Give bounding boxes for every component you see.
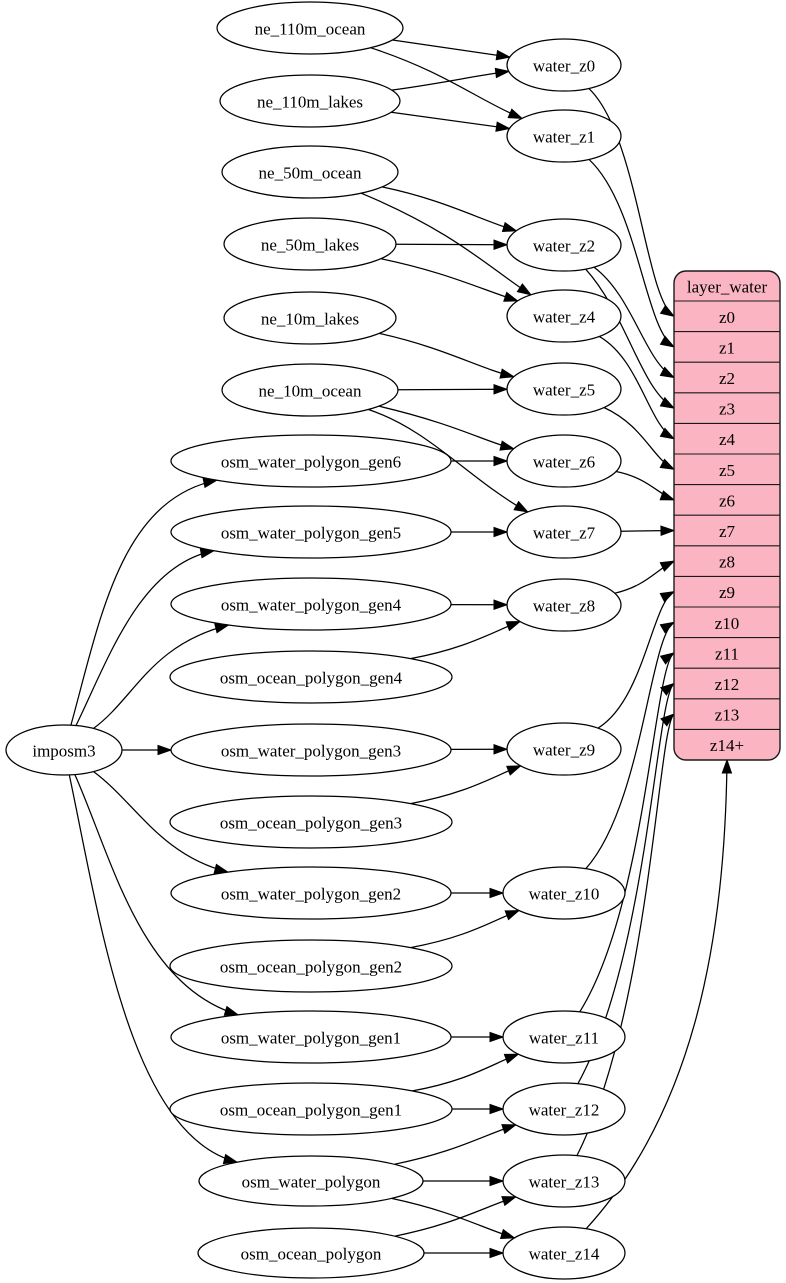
arrowhead-icon-ne_110m_lakes-water_z0 bbox=[495, 68, 509, 77]
arrowhead-icon-osm_water_polygon_gen6-water_z6 bbox=[494, 456, 507, 465]
record-row-z12: z12 bbox=[714, 675, 740, 694]
record-row-z2: z2 bbox=[718, 369, 736, 388]
record-row-z4: z4 bbox=[718, 430, 736, 450]
arrowhead-icon-water_z6-layer_water.z6 bbox=[660, 491, 674, 500]
edge-ne_50m_lakes-water_z2 bbox=[396, 244, 507, 245]
edge-ne_10m_lakes-water_z5 bbox=[379, 333, 513, 376]
record-row-z1: z1 bbox=[718, 338, 736, 358]
node-label-osm_water_polygon_gen3: osm_water_polygon_gen3 bbox=[220, 741, 402, 761]
edge-ne_50m_lakes-water_z4 bbox=[381, 259, 518, 301]
edge-osm_water_polygon-water_z12 bbox=[394, 1125, 516, 1164]
node-label-water_z8: water_z8 bbox=[532, 596, 596, 616]
arrowhead-icon-osm_ocean_polygon-water_z14 bbox=[490, 1248, 503, 1257]
node-label-water_z4: water_z4 bbox=[532, 307, 596, 327]
node-label-osm_water_polygon_gen6: osm_water_polygon_gen6 bbox=[220, 452, 402, 472]
arrowhead-icon-osm_water_polygon_gen5-water_z7 bbox=[494, 527, 507, 536]
arrowhead-icon-osm_ocean_polygon_gen1-water_z12 bbox=[490, 1104, 503, 1113]
arrowhead-icon-osm_water_polygon-water_z14 bbox=[501, 1230, 515, 1239]
node-label-osm_ocean_polygon: osm_ocean_polygon bbox=[240, 1244, 382, 1264]
node-label-imposm3: imposm3 bbox=[32, 741, 96, 761]
edge-osm_ocean_polygon_gen3-water_z9 bbox=[411, 766, 521, 804]
arrowhead-icon-osm_water_polygon_gen1-water_z11 bbox=[490, 1032, 503, 1041]
node-label-water_z7: water_z7 bbox=[532, 523, 596, 543]
edge-osm_ocean_polygon_gen1-water_z11 bbox=[412, 1054, 518, 1091]
arrowhead-icon-water_z11-layer_water.z11 bbox=[661, 653, 674, 664]
node-label-ne_10m_ocean: ne_10m_ocean bbox=[258, 381, 362, 401]
node-label-water_z11: water_z11 bbox=[528, 1028, 600, 1048]
node-label-water_z5: water_z5 bbox=[532, 380, 596, 400]
arrowhead-icon-osm_water_polygon-water_z13 bbox=[490, 1176, 503, 1185]
arrowhead-icon-osm_ocean_polygon_gen2-water_z10 bbox=[505, 911, 519, 920]
arrowhead-icon-ne_50m_lakes-water_z2 bbox=[494, 240, 507, 249]
node-label-water_z13: water_z13 bbox=[528, 1172, 600, 1192]
edge-ne_50m_ocean-water_z2 bbox=[382, 187, 516, 231]
arrowhead-icon-ne_10m_ocean-water_z5 bbox=[494, 385, 507, 394]
record-row-z7: z7 bbox=[718, 522, 736, 541]
arrowhead-icon-ne_10m_ocean-water_z7 bbox=[514, 502, 528, 512]
node-label-water_z6: water_z6 bbox=[532, 452, 596, 472]
record-row-z3: z3 bbox=[718, 399, 736, 419]
record-row-z14+: z14+ bbox=[709, 736, 745, 756]
arrowhead-icon-ne_10m_ocean-water_z6 bbox=[500, 441, 514, 450]
arrowhead-icon-ne_110m_ocean-water_z0 bbox=[496, 51, 510, 60]
arrowhead-icon-water_z9-layer_water.z9 bbox=[660, 592, 674, 602]
record-header-layer_water: layer_water bbox=[686, 277, 768, 297]
edge-ne_110m_lakes-water_z1 bbox=[391, 112, 509, 128]
arrowhead-icon-osm_ocean_polygon_gen3-water_z9 bbox=[507, 766, 521, 775]
node-label-osm_ocean_polygon_gen2: osm_ocean_polygon_gen2 bbox=[219, 957, 403, 977]
arrowhead-icon-ne_50m_ocean-water_z4 bbox=[517, 284, 531, 295]
arrowhead-icon-osm_water_polygon-water_z12 bbox=[502, 1125, 516, 1134]
arrowhead-icon-water_z7-layer_water.z7 bbox=[661, 526, 674, 535]
arrowhead-icon-imposm3-osm_water_polygon_gen1 bbox=[224, 1007, 238, 1016]
node-label-ne_50m_lakes: ne_50m_lakes bbox=[260, 235, 360, 255]
arrowhead-icon-osm_ocean_polygon_gen1-water_z11 bbox=[504, 1054, 518, 1063]
node-label-water_z0: water_z0 bbox=[532, 56, 596, 76]
arrowhead-icon-water_z0-layer_water.z0 bbox=[661, 306, 674, 317]
arrowhead-icon-osm_ocean_polygon_gen4-water_z8 bbox=[506, 622, 520, 631]
arrowhead-icon-ne_50m_lakes-water_z4 bbox=[504, 293, 518, 302]
record-row-z6: z6 bbox=[718, 491, 736, 511]
arrowhead-icon-ne_50m_ocean-water_z2 bbox=[503, 223, 517, 232]
node-label-osm_water_polygon_gen1: osm_water_polygon_gen1 bbox=[220, 1028, 402, 1048]
node-label-osm_ocean_polygon_gen1: osm_ocean_polygon_gen1 bbox=[219, 1100, 403, 1120]
node-label-osm_water_polygon_gen5: osm_water_polygon_gen5 bbox=[220, 523, 402, 543]
node-label-water_z1: water_z1 bbox=[532, 127, 596, 147]
record-row-z11: z11 bbox=[715, 644, 739, 664]
edge-water_z11-layer_water.z11 bbox=[580, 653, 674, 1012]
arrowhead-icon-water_z8-layer_water.z8 bbox=[660, 561, 674, 571]
node-label-water_z10: water_z10 bbox=[528, 884, 600, 904]
node-label-water_z9: water_z9 bbox=[532, 740, 596, 760]
record-row-z0: z0 bbox=[718, 307, 736, 327]
arrowhead-icon-water_z1-layer_water.z1 bbox=[661, 336, 675, 347]
arrowhead-icon-ne_10m_lakes-water_z5 bbox=[500, 369, 514, 378]
arrowhead-icon-water_z14-layer_water.z14+ bbox=[722, 760, 731, 773]
arrowhead-icon-ne_110m_lakes-water_z1 bbox=[496, 122, 510, 131]
arrowhead-icon-imposm3-osm_water_polygon_gen3 bbox=[158, 745, 171, 754]
record-row-z8: z8 bbox=[718, 552, 736, 572]
node-label-ne_50m_ocean: ne_50m_ocean bbox=[258, 163, 362, 183]
node-label-water_z14: water_z14 bbox=[528, 1244, 600, 1264]
node-label-water_z12: water_z12 bbox=[528, 1100, 600, 1120]
edge-ne_110m_lakes-water_z0 bbox=[392, 71, 509, 90]
arrowhead-icon-water_z4-layer_water.z4 bbox=[660, 428, 674, 438]
node-label-ne_110m_lakes: ne_110m_lakes bbox=[256, 92, 364, 112]
node-label-osm_water_polygon: osm_water_polygon bbox=[241, 1172, 381, 1192]
node-label-water_z2: water_z2 bbox=[532, 236, 596, 256]
record-row-z13: z13 bbox=[714, 705, 740, 725]
node-label-ne_10m_lakes: ne_10m_lakes bbox=[260, 309, 360, 329]
node-label-osm_water_polygon_gen4: osm_water_polygon_gen4 bbox=[220, 595, 402, 615]
node-label-osm_ocean_polygon_gen4: osm_ocean_polygon_gen4 bbox=[219, 668, 403, 688]
edge-osm_ocean_polygon_gen2-water_z10 bbox=[411, 911, 519, 948]
edge-ne_10m_ocean-water_z5 bbox=[398, 389, 507, 390]
arrowhead-icon-osm_ocean_polygon-water_z13 bbox=[502, 1197, 516, 1206]
record-row-z9: z9 bbox=[718, 583, 736, 603]
arrowhead-icon-osm_water_polygon_gen3-water_z9 bbox=[494, 745, 507, 754]
edge-osm_ocean_polygon_gen4-water_z8 bbox=[411, 622, 520, 659]
edge-water_z14-layer_water.z14+ bbox=[586, 760, 727, 1229]
arrowhead-icon-osm_water_polygon_gen4-water_z8 bbox=[494, 600, 507, 609]
arrowhead-icon-ne_110m_ocean-water_z1 bbox=[508, 109, 522, 118]
record-row-z5: z5 bbox=[718, 460, 736, 480]
node-label-osm_ocean_polygon_gen3: osm_ocean_polygon_gen3 bbox=[219, 813, 403, 833]
edge-ne_110m_ocean-water_z0 bbox=[393, 40, 510, 57]
node-label-ne_110m_ocean: ne_110m_ocean bbox=[254, 19, 366, 39]
record-row-z10: z10 bbox=[714, 613, 740, 633]
arrowhead-icon-osm_water_polygon_gen2-water_z10 bbox=[490, 888, 503, 897]
node-label-osm_water_polygon_gen2: osm_water_polygon_gen2 bbox=[220, 884, 402, 904]
